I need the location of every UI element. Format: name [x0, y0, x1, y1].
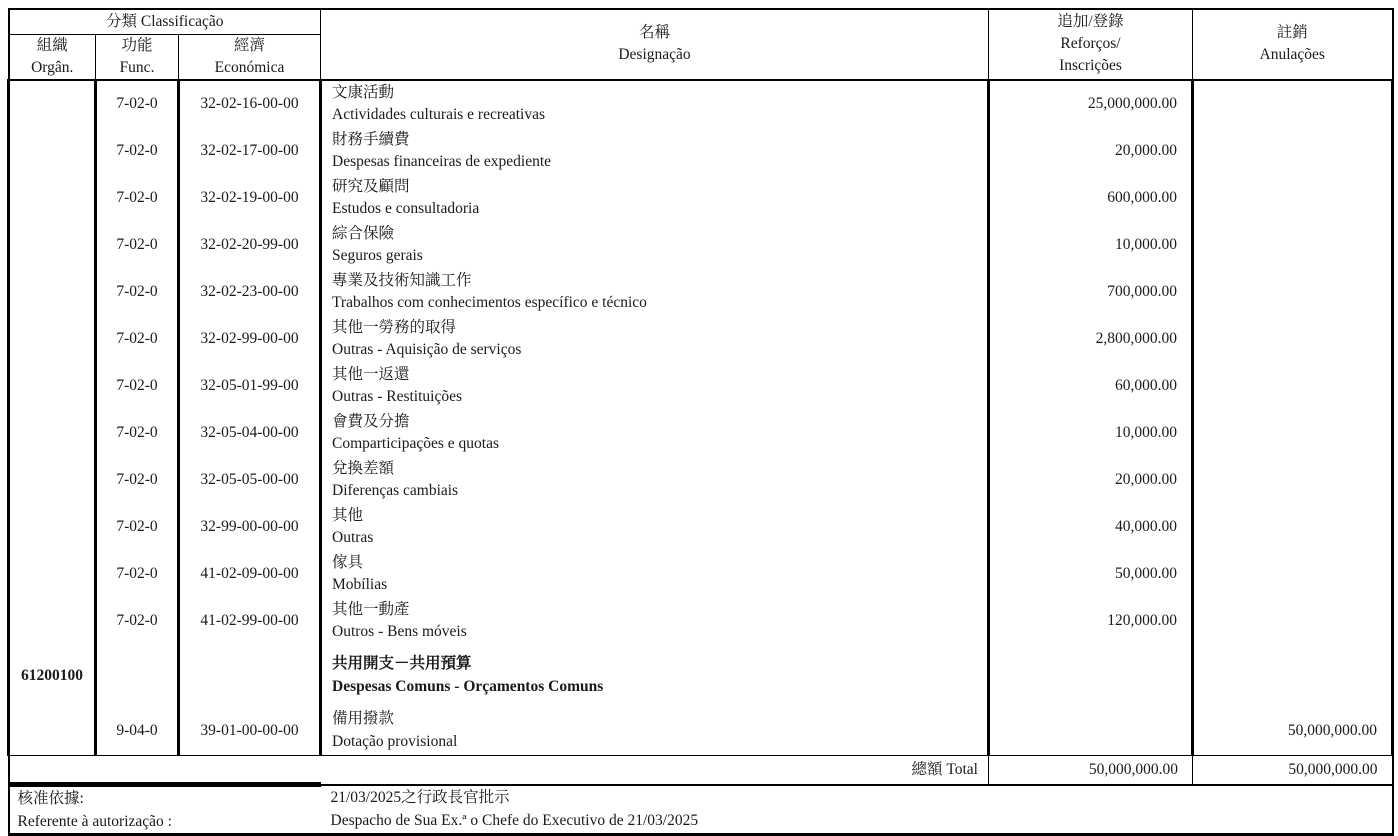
authorization-footer: [9, 785, 1393, 835]
org-code: 61200100: [9, 645, 96, 707]
header-economic-pt: Económica: [214, 58, 285, 76]
header-designation: [321, 9, 989, 80]
econ-code: 32-02-23-00-00: [179, 269, 321, 316]
designation-cell: [321, 645, 989, 707]
func-code: 7-02-0: [96, 80, 179, 128]
reforcos-amount: 120,000.00: [989, 598, 1193, 645]
org-code: [9, 363, 96, 410]
total-label: 總額 Total: [321, 756, 989, 785]
org-code: [9, 598, 96, 645]
total-anulacoes-amount: 50,000,000.00: [1193, 756, 1393, 785]
header-reinforcements: [989, 9, 1193, 80]
anulacoes-amount: [1193, 551, 1393, 598]
econ-code: 32-02-20-99-00: [179, 222, 321, 269]
designation-cell: [321, 128, 989, 175]
econ-code: 41-02-09-00-00: [179, 551, 321, 598]
econ-code: 32-99-00-00-00: [179, 504, 321, 551]
econ-code: 32-05-05-00-00: [179, 457, 321, 504]
designation-zh: 共用開支－共用預算: [332, 655, 472, 672]
authorization-label-zh: 核准依據:: [17, 790, 84, 807]
designation-zh: 其他一動產: [332, 600, 410, 618]
header-classification: 分類 Classificação: [9, 9, 321, 34]
econ-code: [179, 645, 321, 707]
anulacoes-amount: [1193, 645, 1393, 707]
designation-zh: 傢具: [332, 553, 364, 571]
org-code: [9, 222, 96, 269]
table-row: [9, 410, 1393, 457]
header-reinforcements-pt2: Inscrições: [1059, 57, 1122, 75]
designation-zh: 會費及分擔: [332, 412, 410, 430]
anulacoes-amount: [1193, 598, 1393, 645]
designation-cell: [321, 551, 989, 598]
table-row: [9, 222, 1393, 269]
designation-pt: Comparticipações e quotas: [332, 435, 500, 452]
func-code: 7-02-0: [96, 551, 179, 598]
designation-pt: Dotação provisional: [332, 732, 458, 750]
authorization-label-pt: Referente à autorização :: [17, 813, 172, 830]
econ-code: 32-02-17-00-00: [179, 128, 321, 175]
reforcos-amount: 10,000.00: [989, 410, 1193, 457]
designation-pt: Estudos e consultadoria: [332, 200, 480, 217]
func-code: 7-02-0: [96, 504, 179, 551]
designation-cell: [321, 707, 989, 756]
econ-code: 32-05-04-00-00: [179, 410, 321, 457]
anulacoes-amount: [1193, 410, 1393, 457]
table-row: [9, 457, 1393, 504]
reforcos-amount: [989, 645, 1193, 707]
header-economic: [179, 34, 321, 80]
func-code: 9-04-0: [96, 707, 179, 756]
econ-code: 32-02-99-00-00: [179, 316, 321, 363]
org-code: [9, 551, 96, 598]
designation-cell: [321, 269, 989, 316]
table-row: [9, 316, 1393, 363]
designation-cell: [321, 175, 989, 222]
designation-zh: 備用撥款: [332, 710, 395, 728]
anulacoes-amount: [1193, 269, 1393, 316]
designation-zh: 綜合保險: [332, 224, 395, 242]
func-code: 7-02-0: [96, 222, 179, 269]
authorization-label: [9, 785, 321, 835]
designation-pt: Despesas financeiras de expediente: [332, 153, 552, 170]
budget-document-page: [7, 8, 1394, 836]
table-row: [9, 598, 1393, 645]
func-code: [96, 645, 179, 707]
econ-code: 32-02-19-00-00: [179, 175, 321, 222]
designation-pt: Trabalhos com conhecimentos específico e técnico: [332, 294, 647, 311]
designation-pt: Outras - Aquisição de serviços: [332, 341, 522, 358]
header-functional-pt: Func.: [119, 58, 155, 76]
anulacoes-amount: [1193, 128, 1393, 175]
designation-zh: 其他一返還: [332, 365, 410, 383]
table-row: [9, 80, 1393, 128]
header-reinforcements-pt1: Reforços/: [1060, 35, 1121, 53]
func-code: 7-02-0: [96, 598, 179, 645]
func-code: 7-02-0: [96, 410, 179, 457]
anulacoes-amount: [1193, 222, 1393, 269]
designation-pt: Outras - Restituições: [332, 388, 463, 405]
header-annulments-pt: Anulações: [1259, 46, 1325, 64]
header-annulments: [1193, 9, 1393, 80]
reforcos-amount: 20,000.00: [989, 457, 1193, 504]
table-row: [9, 363, 1393, 410]
anulacoes-amount: 50,000,000.00: [1193, 707, 1393, 756]
designation-zh: 財務手續費: [332, 130, 410, 148]
econ-code: 41-02-99-00-00: [179, 598, 321, 645]
designation-pt: Mobílias: [332, 576, 388, 593]
designation-zh: 其他一勞務的取得: [332, 318, 457, 336]
anulacoes-amount: [1193, 80, 1393, 128]
budget-table: [7, 8, 1394, 836]
reforcos-amount: 600,000.00: [989, 175, 1193, 222]
reforcos-amount: 700,000.00: [989, 269, 1193, 316]
org-code: [9, 707, 96, 756]
designation-pt: Despesas Comuns - Orçamentos Comuns: [332, 677, 604, 695]
table-row: [9, 175, 1393, 222]
org-code: [9, 316, 96, 363]
designation-pt: Actividades culturais e recreativas: [332, 106, 546, 123]
header-designation-zh: 名稱: [638, 24, 670, 42]
econ-code: 32-05-01-99-00: [179, 363, 321, 410]
org-code: [9, 457, 96, 504]
org-code: [9, 80, 96, 128]
designation-cell: [321, 457, 989, 504]
func-code: 7-02-0: [96, 128, 179, 175]
table-row: [9, 707, 1393, 756]
econ-code: 39-01-00-00-00: [179, 707, 321, 756]
reforcos-amount: 10,000.00: [989, 222, 1193, 269]
designation-cell: [321, 363, 989, 410]
reforcos-amount: 50,000.00: [989, 551, 1193, 598]
designation-zh: 兌換差額: [332, 459, 395, 477]
authorization-value-zh: 21/03/2025之行政長官批示: [330, 789, 510, 807]
anulacoes-amount: [1193, 504, 1393, 551]
designation-cell: [321, 598, 989, 645]
org-code: [9, 128, 96, 175]
func-code: 7-02-0: [96, 175, 179, 222]
designation-pt: Outras: [332, 529, 374, 546]
reforcos-amount: 2,800,000.00: [989, 316, 1193, 363]
header-organic-zh: 組織: [36, 36, 68, 54]
designation-zh: 專業及技術知識工作: [332, 271, 472, 289]
anulacoes-amount: [1193, 457, 1393, 504]
org-code: [9, 410, 96, 457]
reforcos-amount: 20,000.00: [989, 128, 1193, 175]
header-functional: [96, 34, 179, 80]
anulacoes-amount: [1193, 316, 1393, 363]
total-row: [9, 756, 1393, 785]
authorization-value-pt: Despacho de Sua Ex.ª o Chefe do Executivo de 21/03/2025: [330, 812, 699, 830]
func-code: 7-02-0: [96, 457, 179, 504]
designation-zh: 文康活動: [332, 83, 395, 101]
org-code: [9, 269, 96, 316]
authorization-value: [321, 785, 1393, 835]
header-reinforcements-zh: 追加/登錄: [1057, 13, 1124, 31]
org-code: [9, 175, 96, 222]
designation-zh: 其他: [332, 506, 364, 524]
reforcos-amount: 60,000.00: [989, 363, 1193, 410]
designation-zh: 研究及顧問: [332, 177, 410, 195]
table-row: [9, 551, 1393, 598]
table-row: [9, 128, 1393, 175]
anulacoes-amount: [1193, 175, 1393, 222]
header-economic-zh: 經濟: [233, 36, 265, 54]
section-row: [9, 645, 1393, 707]
header-organic-pt: Orgân.: [31, 58, 74, 76]
func-code: 7-02-0: [96, 269, 179, 316]
designation-pt: Diferenças cambiais: [332, 482, 459, 499]
header-annulments-zh: 註銷: [1276, 24, 1308, 42]
func-code: 7-02-0: [96, 316, 179, 363]
table-header-row-1: [9, 9, 1393, 34]
designation-pt: Outros - Bens móveis: [332, 623, 467, 640]
designation-cell: [321, 504, 989, 551]
header-functional-zh: 功能: [121, 36, 153, 54]
table-row: [9, 269, 1393, 316]
designation-cell: [321, 80, 989, 128]
designation-cell: [321, 316, 989, 363]
econ-code: 32-02-16-00-00: [179, 80, 321, 128]
reforcos-amount: 25,000,000.00: [989, 80, 1193, 128]
designation-pt: Seguros gerais: [332, 247, 423, 264]
reforcos-amount: [989, 707, 1193, 756]
org-code: [9, 504, 96, 551]
reforcos-amount: 40,000.00: [989, 504, 1193, 551]
func-code: 7-02-0: [96, 363, 179, 410]
table-row: [9, 504, 1393, 551]
designation-cell: [321, 222, 989, 269]
designation-cell: [321, 410, 989, 457]
total-reforcos-amount: 50,000,000.00: [989, 756, 1193, 785]
total-spacer: [9, 756, 321, 785]
header-designation-pt: Designação: [618, 46, 691, 64]
anulacoes-amount: [1193, 363, 1393, 410]
header-organic: [9, 34, 96, 80]
